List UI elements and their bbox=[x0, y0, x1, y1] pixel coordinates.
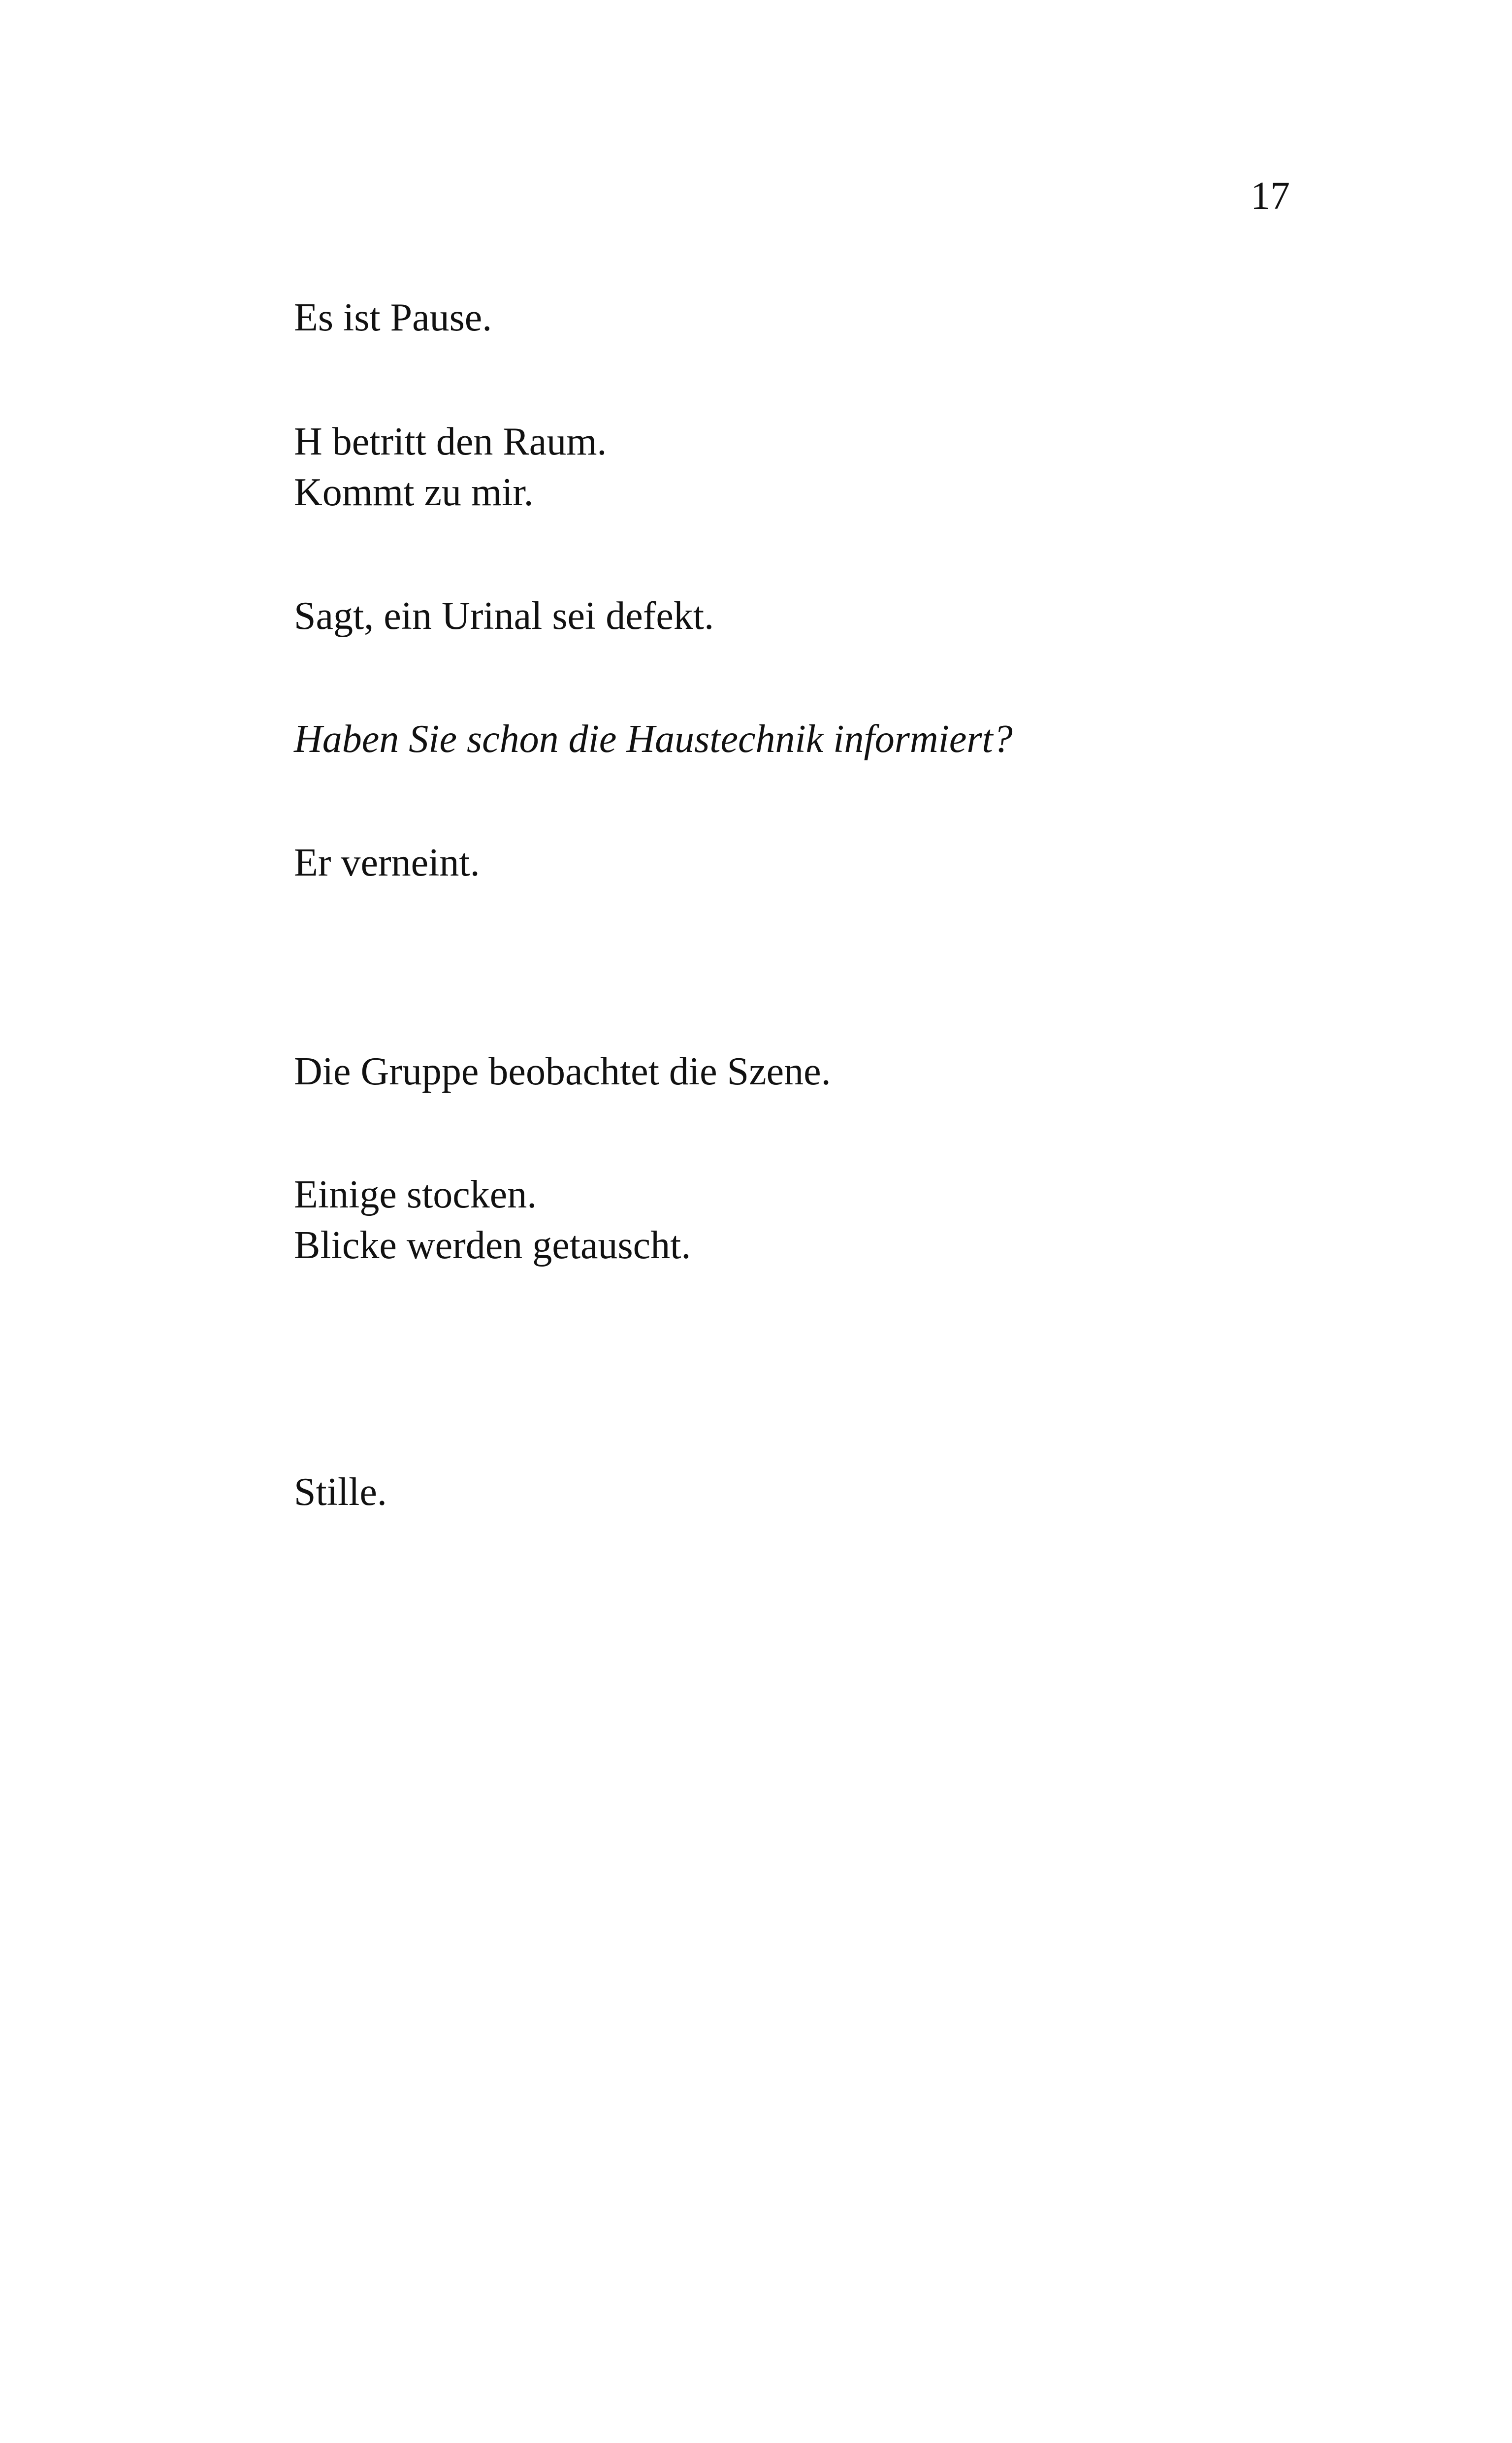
text-line: Er verneint. bbox=[294, 841, 480, 884]
page-number: 17 bbox=[1251, 174, 1290, 218]
italic-dialogue-line: Haben Sie schon die Haustechnik informiert? bbox=[294, 717, 1013, 761]
text-line: Die Gruppe beobachtet die Szene. bbox=[294, 1050, 831, 1093]
text-line: Sagt, ein Urinal sei defekt. bbox=[294, 594, 714, 638]
text-line: H betritt den Raum. bbox=[294, 420, 607, 463]
text-line: Einige stocken. bbox=[294, 1173, 537, 1216]
text-line: Es ist Pause. bbox=[294, 296, 492, 339]
text-line: Stille. bbox=[294, 1470, 387, 1514]
text-line: Blicke werden getauscht. bbox=[294, 1224, 691, 1267]
text-line: Kommt zu mir. bbox=[294, 471, 534, 514]
